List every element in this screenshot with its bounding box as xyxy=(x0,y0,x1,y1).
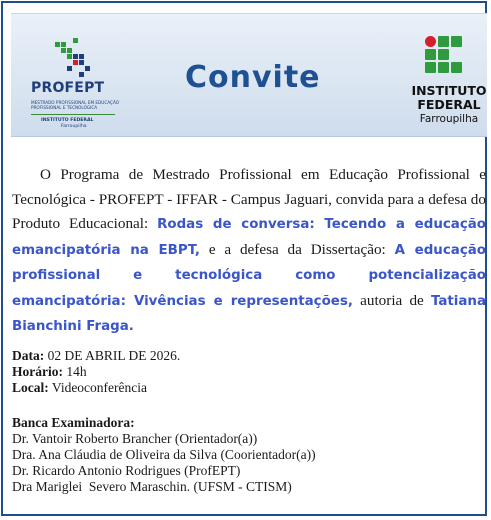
board-member: Dra. Ana Cláudia de Oliveira da Silva (Coorientador(a)) xyxy=(12,447,316,462)
date-value: 02 DE ABRIL DE 2026. xyxy=(44,348,181,363)
board-member: Dr. Vantoir Roberto Brancher (Orientador(a)) xyxy=(12,431,258,446)
examining-board-heading: Banca Examinadora: xyxy=(12,415,135,430)
board-member: Dra Mariglei Severo Maraschin. (UFSM - CTISM) xyxy=(12,479,292,494)
header-banner xyxy=(11,13,487,137)
invitation-card xyxy=(1,1,487,516)
time-value: 14h xyxy=(62,364,87,379)
date-row xyxy=(12,348,486,364)
profept-logo-name: PROFEPT xyxy=(31,80,105,96)
instituto-federal-line1: INSTITUTO xyxy=(411,83,487,98)
dissertation-title: A educação profissional e tecnológica como potencialização emancipatória: Vivências e representações, xyxy=(12,242,486,309)
page-title: Convite xyxy=(185,60,321,95)
instituto-federal-line2: FEDERAL xyxy=(417,97,481,112)
intro-text-3: autoria de xyxy=(352,291,431,309)
instituto-federal-campus: Farroupilha xyxy=(419,113,479,125)
time-row xyxy=(12,364,486,380)
location-value: Videoconferência xyxy=(48,380,148,395)
profept-logo-institution: INSTITUTO FEDERAL xyxy=(41,118,94,123)
intro-text-2: e a defesa da Dissertação: xyxy=(200,240,395,258)
event-details xyxy=(12,348,486,396)
profept-logo-icon xyxy=(55,38,99,78)
author-name: Tatiana Bianchini Fraga. xyxy=(12,293,486,334)
instituto-federal-logo-icon xyxy=(425,36,473,82)
intro-text-1: O Programa de Mestrado Profissional em Educação Profissional e Tecnológica - PROFEPT - IFFAR - Campus Jaguari, convida para a defesa do Produto Educacional: xyxy=(12,166,486,232)
profept-logo-subtitle: MESTRADO PROFISSIONAL EM EDUCAÇÃO PROFISSIONAL E TECNOLÓGICA xyxy=(31,100,120,110)
examining-board xyxy=(12,415,486,495)
invitation-paragraph xyxy=(12,163,486,340)
profept-logo xyxy=(31,38,121,138)
instituto-federal-logo xyxy=(409,36,491,140)
date-label: Data: xyxy=(12,348,45,363)
board-member: Dr. Ricardo Antonio Rodrigues (ProfEPT) xyxy=(12,463,241,478)
location-row xyxy=(12,380,486,396)
product-title: Rodas de conversa: Tecendo a educação emancipatória na EBPT, xyxy=(12,217,487,258)
location-label: Local: xyxy=(12,380,49,395)
time-label: Horário: xyxy=(12,364,63,379)
profept-logo-campus: Farroupilha xyxy=(61,124,87,129)
